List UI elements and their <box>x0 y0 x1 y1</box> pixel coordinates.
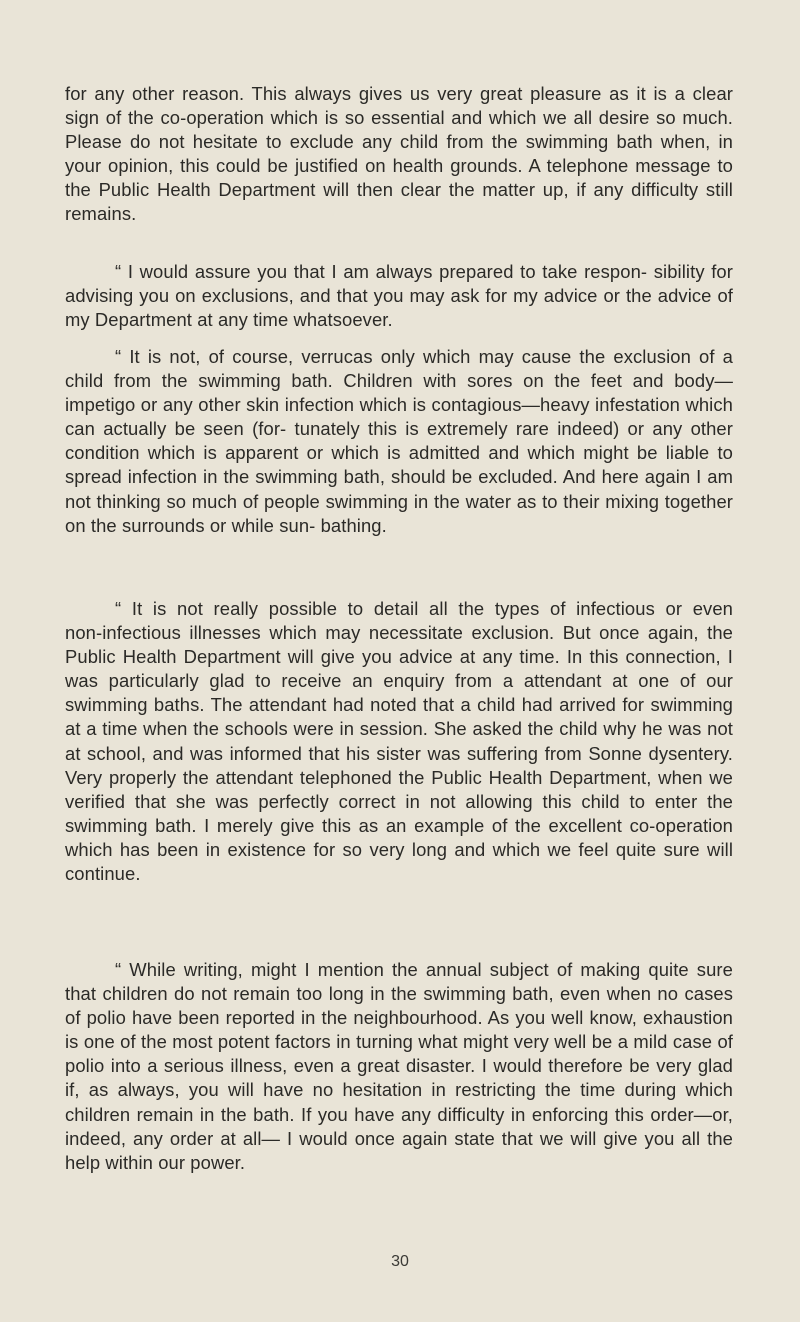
paragraph-polio-warning: “ While writing, might I mention the annual subject of making quite sure that children do not remain too long in the swimming bath, even when no cases of polio have been reported in the neighbourhood. As you well know, exhaustion is one of the most potent factors in turning what might very well be a mild case of polio into a serious illness, even a great disaster. I would therefore be very glad if, as always, you will have no hesitation in restricting the time during which children remain in the bath. If you have any difficulty in enforcing this order—or, indeed, any order at all— I would once again state that we will give you all the help within our power. <box>65 959 733 1173</box>
paragraph-exclusions: “ It is not, of course, verrucas only which may cause the exclusion of a child from the swimming bath. Children with sores on the feet and body—impetigo or any other skin infection which is contagious—heavy infestation which can actually be seen (for‑ tunately this is extremely rare indeed) or any other condition which is apparent or which is admitted and which might be liable to spread infection in the swimming bath, should be excluded. And here again I am not thinking so much of people swimming in the water as to their mixing together on the surrounds or while sun‑ bathing. <box>65 346 733 536</box>
paragraph-responsibility: “ I would assure you that I am always prepared to take respon‑ sibility for advising you on exclusions, and that you may ask for my advice or the advice of my Department at any time whatsoever. <box>65 261 733 331</box>
paragraph-continuation: for any other reason. This always gives us very great pleasure as it is a clear sign of the co‑operation which is so essential and which we all desire so much. Please do not hesitate to exclude any child from the swimming bath when, in your opinion, this could be justified on health grounds. A telephone message to the Public Health Department will then clear the matter up, if any difficulty still remains. <box>65 83 733 225</box>
paragraph-infectious-illnesses: “ It is not really possible to detail all the types of infectious or even non‑infectious illnesses which may necessitate exclusion. But once again, the Public Health Department will give you advice at any time. In this connection, I was particularly glad to receive an enquiry from a attendant at one of our swimming baths. The attendant had noted that a child had arrived for swimming at a time when the schools were in session. She asked the child why he was not at school, and was informed that his sister was suffering from Sonne dysentery. Very properly the attendant telephoned the Public Health Department, when we verified that she was perfectly correct in not allowing this child to enter the swimming bath. I merely give this as an example of the excellent co‑operation which has been in existence for so very long and which we feel quite sure will continue. <box>65 598 733 885</box>
page-number: 30 <box>391 1253 409 1270</box>
